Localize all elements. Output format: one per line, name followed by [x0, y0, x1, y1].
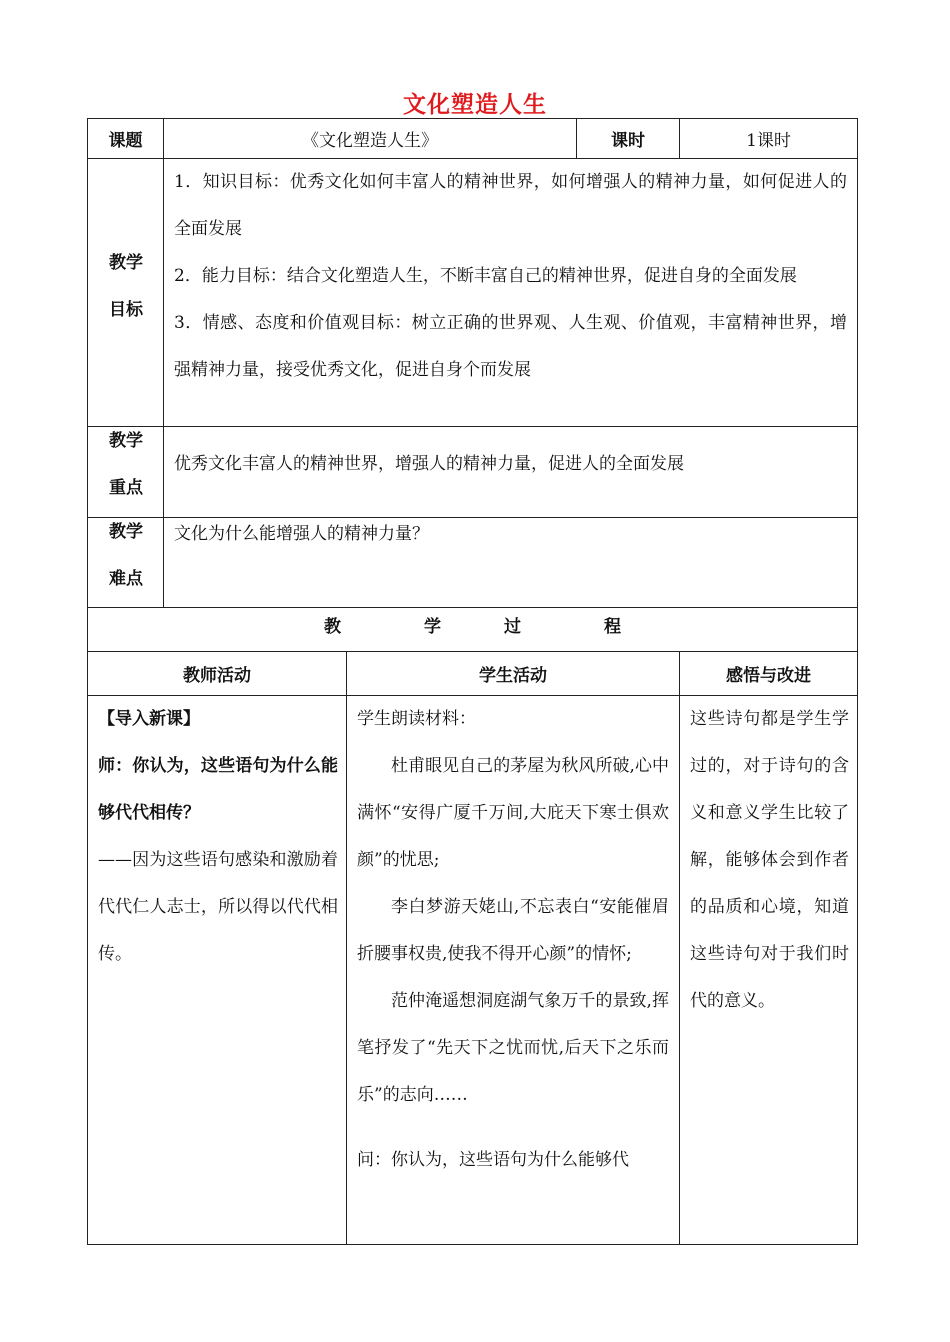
key-points-cell [163, 426, 858, 518]
objective-knowledge: 1．知识目标：优秀文化如何丰富人的精神世界，如何增强人的精神力量，如何促进人的全面发展 [174, 172, 847, 239]
key-points-label-line1: 教学 [109, 431, 143, 451]
period-label: 课时 [611, 131, 645, 151]
teacher-column-label: 教师活动 [183, 666, 251, 686]
student-activity-cell [346, 695, 680, 1245]
reflection-column-header [679, 651, 858, 696]
teacher-answer: ——因为这些语句感染和激励着代代仁人志士，所以得以代代相传。 [98, 850, 338, 964]
difficulties-text: 文化为什么能增强人的精神力量？ [174, 524, 429, 544]
student-material-libai: 李白梦游天姥山,不忘表白“安能催眉折腰事权贵,使我不得开心颜”的情怀; [357, 897, 669, 964]
teacher-activity-cell [87, 695, 347, 1245]
objective-ability: 2．能力目标：结合文化塑造人生，不断丰富自己的精神世界，促进自身的全面发展 [174, 266, 797, 286]
student-intro: 学生朗读材料： [357, 709, 476, 729]
student-material-dufu: 杜甫眼见自己的茅屋为秋风所破,心中满怀“安得广厦千万间,大庇天下寒士俱欢颜”的忧思; [357, 756, 669, 870]
subject-label-cell [87, 118, 164, 159]
objectives-cell [163, 158, 858, 427]
objectives-label-line1: 教学 [109, 253, 143, 273]
subject-value-cell [163, 118, 577, 159]
student-column-label: 学生活动 [479, 666, 547, 686]
process-heading-char-4: 程 [604, 617, 621, 637]
process-heading-char-2: 学 [424, 617, 441, 637]
key-points-text: 优秀文化丰富人的精神世界，增强人的精神力量，促进人的全面发展 [174, 454, 684, 474]
difficulties-label-line2: 难点 [109, 569, 143, 589]
subject-label: 课题 [108, 131, 143, 151]
difficulties-cell [163, 517, 858, 608]
difficulties-label-cell [87, 517, 164, 608]
period-value: 1课时 [746, 131, 791, 151]
objectives-label-cell [87, 158, 164, 427]
student-column-header [346, 651, 680, 696]
teacher-column-header [87, 651, 347, 696]
process-heading-cell [87, 607, 858, 652]
subject-value: 《文化塑造人生》 [302, 131, 438, 151]
difficulties-label-line1: 教学 [109, 522, 143, 542]
objectives-label-line2: 目标 [109, 300, 143, 320]
teacher-question: 师：你认为，这些语句为什么能够代代相传？ [98, 756, 338, 823]
page-title: 文化塑造人生 [403, 92, 547, 118]
student-material-fanzhongyan: 范仲淹遥想洞庭湖气象万千的景致,挥笔抒发了“先天下之忧而忧,后天下之乐而乐”的志向…… [357, 991, 669, 1105]
reflection-column-label: 感悟与改进 [726, 666, 811, 686]
process-heading-char-1: 教 [324, 617, 341, 637]
key-points-label-cell [87, 426, 164, 518]
period-label-cell [576, 118, 680, 159]
reflection-text: 这些诗句都是学生学过的，对于诗句的含义和意义学生比较了解，能够体会到作者的品质和心境，知道这些诗句对于我们时代的意义。 [690, 709, 849, 1011]
process-heading-char-3: 过 [504, 617, 521, 637]
reflection-cell [679, 695, 858, 1245]
period-value-cell [679, 118, 858, 159]
key-points-label-line2: 重点 [109, 478, 143, 498]
student-question: 问：你认为，这些语句为什么能够代 [357, 1150, 629, 1170]
teacher-section-title: 【导入新课】 [98, 709, 200, 729]
objective-attitude: 3．情感、态度和价值观目标：树立正确的世界观、人生观、价值观，丰富精神世界，增强精神力量，接受优秀文化，促进自身个而发展 [174, 313, 847, 380]
